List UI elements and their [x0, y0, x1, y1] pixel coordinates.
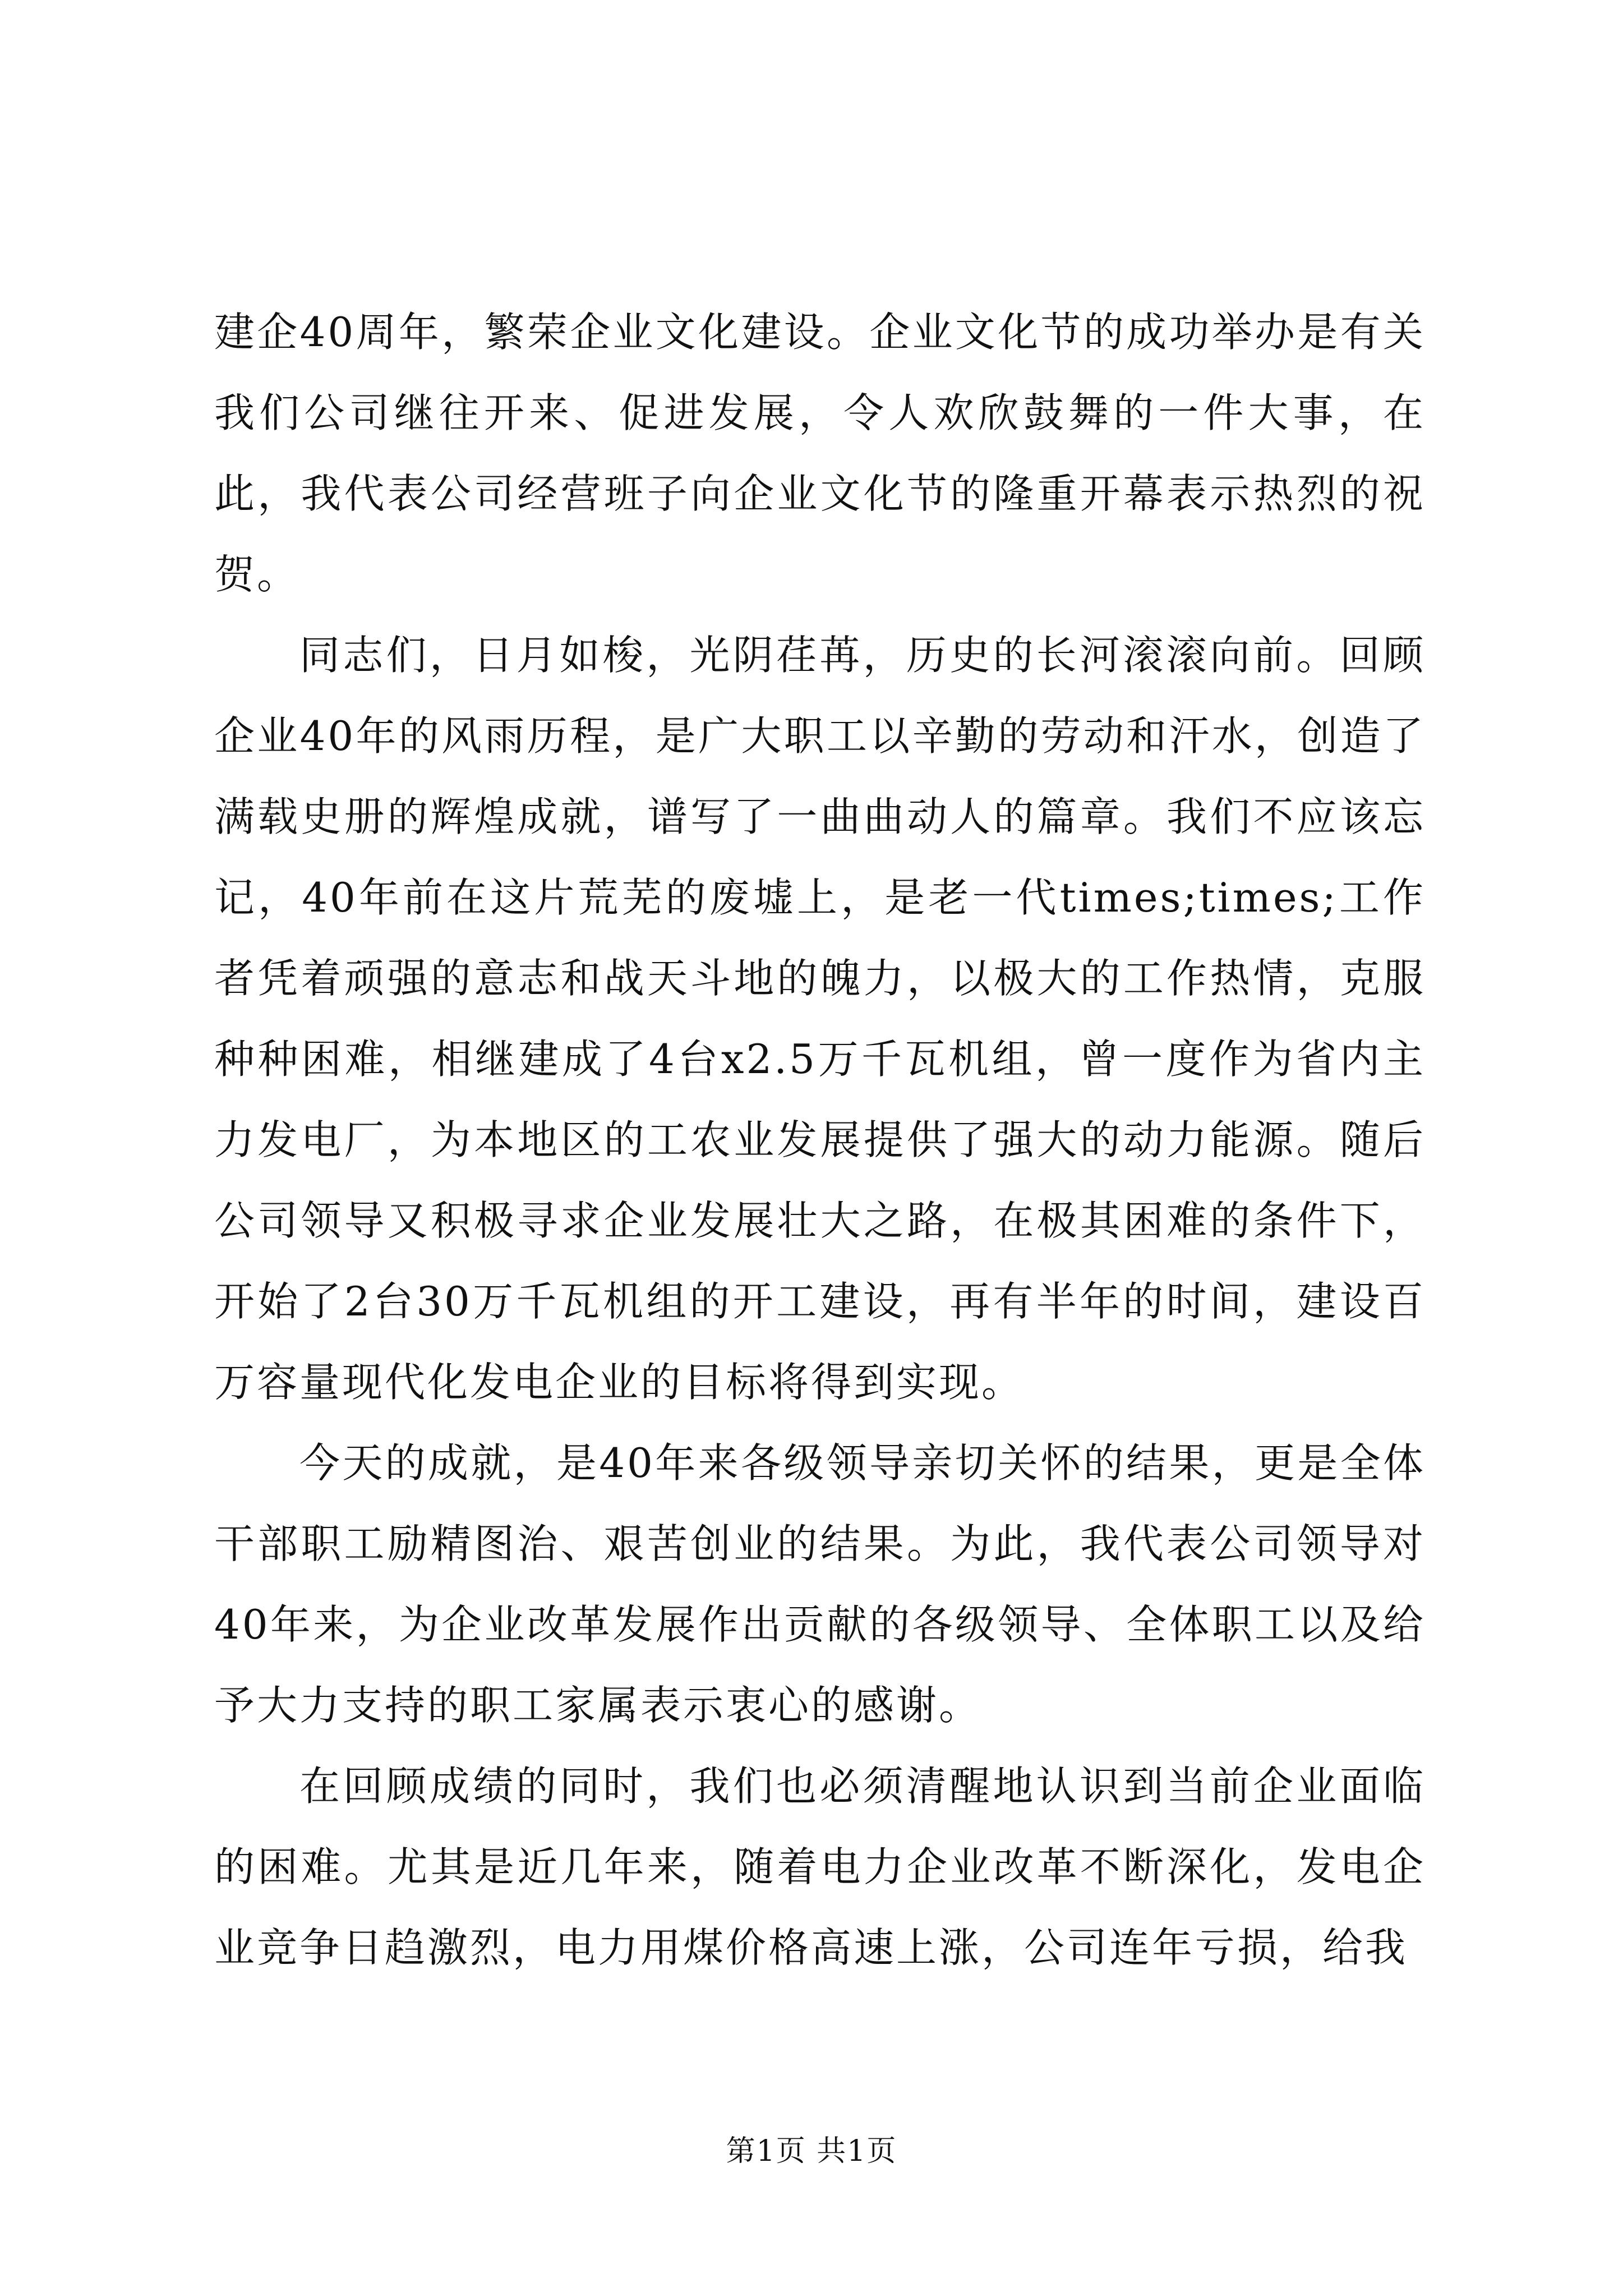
paragraph-4: 在回顾成绩的同时，我们也必须清醒地认识到当前企业面临的困难。尤其是近几年来，随着电力企业改革不断深化，发电企业竞争日趋激烈，电力用煤价格高速上涨，公司连年亏损，给我: [214, 1763, 1426, 1971]
document-body: [214, 292, 1426, 1988]
paragraph-1: 建企40周年，繁荣企业文化建设。企业文化节的成功举办是有关我们公司继往开来、促进发展，令人欢欣鼓舞的一件大事，在此，我代表公司经营班子向企业文化节的隆重开幕表示热烈的祝贺。: [214, 309, 1426, 598]
page-footer: 第1页 共1页: [726, 2134, 897, 2168]
paragraph-3: 今天的成就，是40年来各级领导亲切关怀的结果，更是全体干部职工励精图治、艰苦创业的结果。为此，我代表公司领导对40年来，为企业改革发展作出贡献的各级领导、全体职工以及给予大力支持的职工家属表示衷心的感谢。: [214, 1439, 1426, 1729]
paragraph-2: 同志们，日月如梭，光阴荏苒，历史的长河滚滚向前。回顾企业40年的风雨历程，是广大职工以辛勤的劳动和汗水，创造了满载史册的辉煌成就，谱写了一曲曲动人的篇章。我们不应该忘记，40年前在这片荒芜的废墟上，是老一代times;times;工作者凭着顽强的意志和战天斗地的魄力，以极大的工作热情，克服种种困难，相继建成了4台x2.5万千瓦机组，曾一度作为省内主力发电厂，为本地区的工农业发展提供了强大的动力能源。随后公司领导又积极寻求企业发展壮大之路，在极其困难的条件下，开始了2台30万千瓦机组的开工建设，再有半年的时间，建设百万容量现代化发电企业的目标将得到实现。: [214, 632, 1426, 1406]
